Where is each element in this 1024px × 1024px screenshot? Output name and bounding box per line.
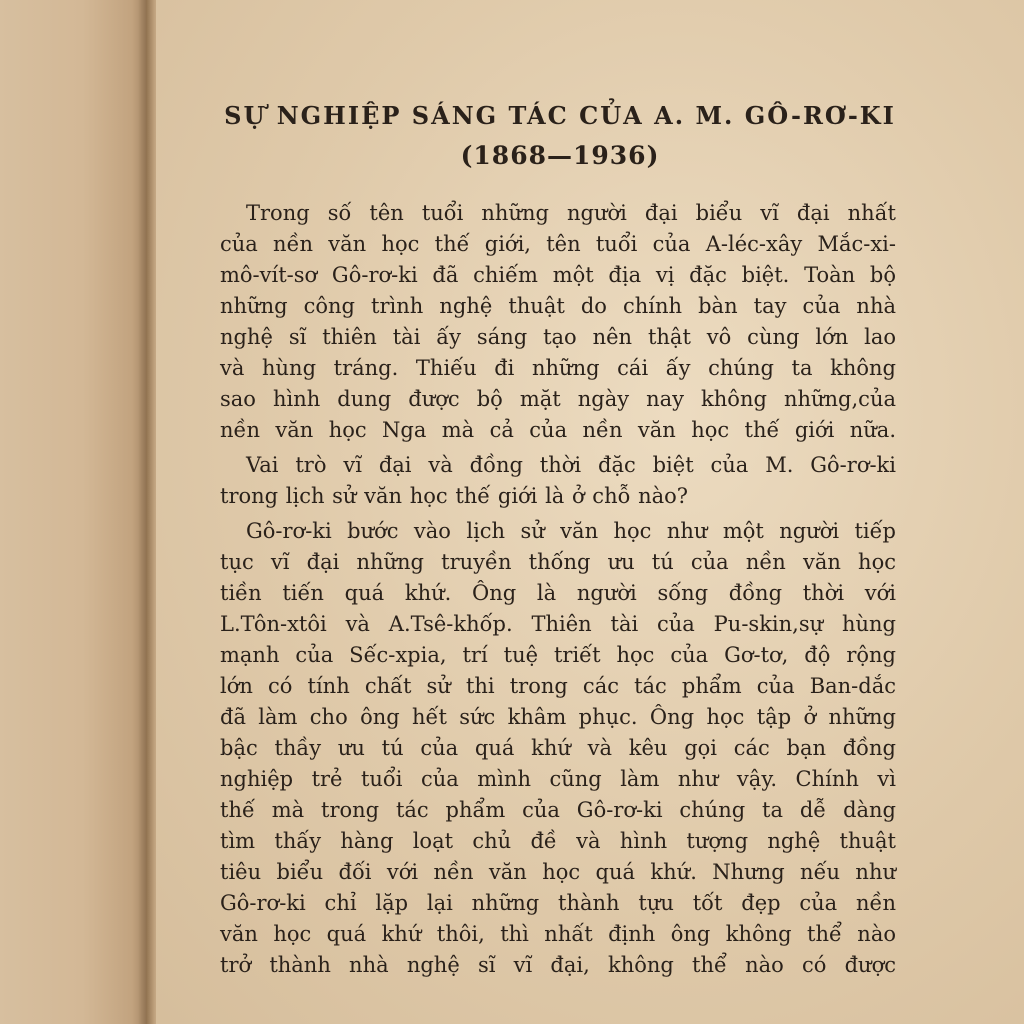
text-line: L.Tôn-xtôi và A.Tsê-khốp. Thiên tài của Pu-skin,sự hùng [220,612,896,636]
text-line: nghệ sĩ thiên tài ấy sáng tạo nên thật vô cùng lớn lao [220,325,896,349]
text-line: sao hình dung được bộ mặt ngày nay không những,của [220,387,896,411]
text-line: tiêu biểu đối với nền văn học quá khứ. Nhưng nếu như [220,860,896,884]
text-line: Vai trò vĩ đại và đồng thời đặc biệt của M. Gô-rơ-ki [246,453,896,477]
text-line: của nền văn học thế giới, tên tuổi của A-léc-xây Mắc-xi- [220,232,896,256]
text-line: lớn có tính chất sử thi trong các tác phẩm của Ban-dắc [220,674,896,698]
text-line: và hùng tráng. Thiếu đi những cái ấy chúng ta không [220,356,896,380]
left-page [0,0,150,1024]
text-line: thế mà trong tác phẩm của Gô-rơ-ki chúng ta dễ dàng [220,798,896,822]
page-subtitle: (1868—1936) [460,141,660,170]
paragraph-3 [220,516,900,981]
text-line: mô-vít-sơ Gô-rơ-ki đã chiếm một địa vị đặc biệt. Toàn bộ [220,263,896,287]
text-line: Gô-rơ-ki bước vào lịch sử văn học như một người tiếp [246,519,896,543]
paragraph-2 [220,450,900,512]
page-text [220,96,900,985]
text-line: bậc thầy ưu tú của quá khứ và kêu gọi các bạn đồng [220,736,896,760]
text-line: đã làm cho ông hết sức khâm phục. Ông học tập ở những [220,705,896,729]
paragraph-1 [220,198,900,446]
page-title: SỰ NGHIỆP SÁNG TÁC CỦA A. M. GÔ-RƠ-KI [224,101,896,130]
text-line: những công trình nghệ thuật do chính bàn tay của nhà [220,294,896,318]
text-line: văn học quá khứ thôi, thì nhất định ông không thể nào [220,922,896,946]
text-line: tiền tiến quá khứ. Ông là người sống đồng thời với [220,581,896,605]
text-line: mạnh của Sếc-xpia, trí tuệ triết học của Gơ-tơ, độ rộng [220,643,896,667]
text-line: Trong số tên tuổi những người đại biểu vĩ đại nhất [246,201,896,225]
text-line: trở thành nhà nghệ sĩ vĩ đại, không thể nào có được [220,953,896,977]
text-line: trong lịch sử văn học thế giới là ở chỗ nào? [220,484,689,508]
text-line: Gô-rơ-ki chỉ lặp lại những thành tựu tốt đẹp của nền [220,891,896,915]
text-line: nền văn học Nga mà cả của nền văn học thế giới nữa. [220,418,896,442]
text-line: nghiệp trẻ tuổi của mình cũng làm như vậy. Chính vì [220,767,896,791]
text-line: tục vĩ đại những truyền thống ưu tú của nền văn học [220,550,896,574]
text-line: tìm thấy hàng loạt chủ đề và hình tượng nghệ thuật [220,829,896,853]
